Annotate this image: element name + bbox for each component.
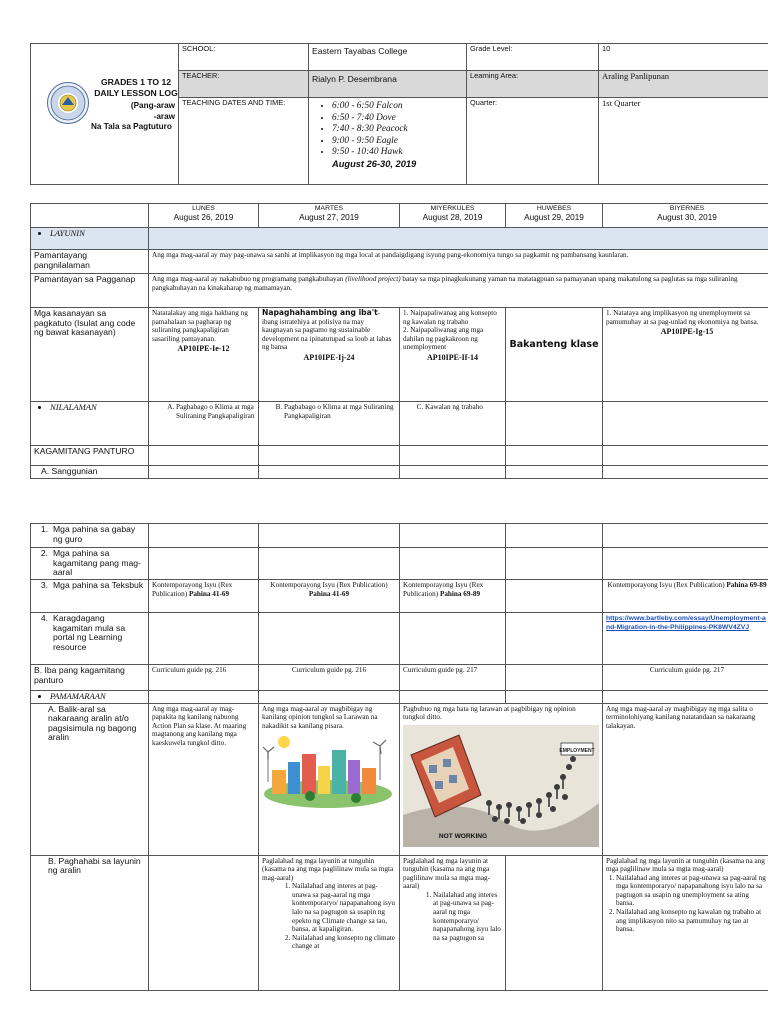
subtitle-line-1: (Pang-araw	[130, 101, 175, 110]
nilalaman-label: • NILALAMAN	[31, 402, 149, 446]
schedule-item: • 6:50 - 7:40 Dove	[332, 113, 463, 125]
kasanayan-label: Mga kasanayan sa pagkatuto (Isulat ang code ng bawat kasanayan)	[31, 308, 149, 402]
nilalaman-martes: B. Pagbabago o Klima at mga Suliraning Pangkapaligiran	[259, 402, 400, 446]
unemployment-cartoon	[403, 725, 599, 847]
balik-aral-miyerkules: Pagbubuo ng mga bata ng larawan at pagbibigay ng opinion tungkol ditto. EMPLOYMENT NOT WORKING	[400, 703, 603, 855]
layunin-label: • LAYUNIN	[31, 228, 149, 250]
nilalaman-lunes: A. Pagbabago o Klima at mga Suliraning Pangkapaligiran	[149, 402, 259, 446]
kasanayan-miyerkules: 1. Naipapaliwanag ang konsepto ng kawalan ng trabaho 2. Naipapaliwanag ang mga dahilan ng pagkakroon ng unemployment AP10IPE-If-14	[400, 308, 506, 402]
balik-aral-label: A. Balik-aral sa nakaraang aralin at/o pagsisimula ng bagong aralin	[31, 703, 149, 855]
title-line-2: DAILY LESSON LOG	[94, 88, 178, 98]
dates-label: TEACHING DATES AND TIME:	[179, 98, 309, 185]
pamantayan-pangnilalaman-text: Ang mga mag-aaral ay may pag-unawa sa sanhi at implikasyon ng mga local at pandaigdigang isyung pang-ekonomiya tungo sa pagkamit ng pambansang kaunlaran.	[149, 250, 768, 274]
cartoon-sign-text: EMPLOYMENT	[559, 747, 595, 754]
kasanayan-huwebes: Bakanteng klase	[506, 308, 603, 402]
curriculum-miyerkules: Curriculum guide pg. 217	[400, 665, 506, 691]
schedule-cell	[309, 98, 467, 185]
kasanayan-lunes: Natatalakay ang mga hakbang ng pamahalaan sa pagharap ng suliraning pangkapaligiran sasariling pamayanan. AP10IPE-Ie-12	[149, 308, 259, 402]
deped-logo	[47, 82, 89, 124]
school-label: SCHOOL:	[179, 44, 309, 71]
grade-value: 10	[599, 44, 768, 71]
day-header: MARTES August 27, 2019	[259, 204, 400, 228]
balik-aral-lunes: Ang mga mag-aaral ay mag-papakita ng kanilang nabuong Action Plan sa klase. At maaring magtanong ang kanilang mga kaeskuwela tungkol ditto.	[149, 703, 259, 855]
curriculum-martes: Curriculum guide pg. 216	[259, 665, 400, 691]
quarter-label: Quarter:	[467, 98, 599, 185]
teacher-value: Rialyn P. Desembrana	[309, 71, 467, 98]
paghahabi-martes: Paglalahad ng mga layunin at tunguhin (kasama na ang mga paglilinaw mula sa mgta mag-aaral) 1. Nailalahad ang interes at pag-unawa sa pag-aaral ng mga kontemporaryo/ napapanahong isyu lalo na sa pagtugon sa usapin ng epekto ng Climate change sa tao, bansa, at kapaligiran. 2. Nailalahad ang konsepto ng climate change at	[259, 855, 400, 990]
schedule-item: • 9:50 - 10:40 Hawk	[332, 147, 463, 159]
schedule-item: • 6:00 - 6:50 Falcon	[332, 101, 463, 113]
lesson-table-2	[30, 523, 768, 991]
kagamitan-item: 4. Karagdagang kagamitan mula sa portal ng Learning resource	[31, 613, 149, 665]
teacher-label: TEACHER:	[179, 71, 309, 98]
day-header: BIYERNES August 30, 2019	[603, 204, 768, 228]
lesson-table-1	[30, 203, 768, 479]
nilalaman-miyerkules: C. Kawalan ng trabaho	[400, 402, 506, 446]
pamantayan-pagganap-label: Pamantayan sa Pagganap	[31, 274, 149, 308]
teksbuk-martes: Kontemporayong Isyu (Rex Publication) Pahina 41-69	[259, 580, 400, 613]
curriculum-biyernes: Curriculum guide pg. 217	[603, 665, 768, 691]
balik-aral-martes: Ang mga mag-aaral ay magbibigay ng kanilang opinion tungkol sa Larawan na nakadikit sa kanilang pisara.	[259, 703, 400, 855]
schedule-item: • 7:40 - 8:30 Peacock	[332, 124, 463, 136]
pamantayan-pangnilalaman-label: Pamantayang pangnilalaman	[31, 250, 149, 274]
balik-aral-biyernes: Ang mga mag-aaral ay magbibigay ng mga salita o terminolohiyang kanilang natatandaan sa nakaraang talakayan.	[603, 703, 768, 855]
paghahabi-miyerkules: Paglalahad ng mga layunin at tunguhin (kasama na ang mga paglilinaw mula sa mgta mag-aaral) 1. Nailalahad ang interes at pag-unawa sa pag-aaral ng mga kontemporaryo/ napapanahong isyu lalo na sa pagtugon sa	[400, 855, 506, 990]
cartoon-caption: NOT WORKING	[438, 832, 488, 840]
paghahabi-label: B. Paghahabi sa layunin ng aralin	[31, 855, 149, 990]
teksbuk-miyerkules: Kontemporayong Isyu (Rex Publication) Pahina 69-89	[400, 580, 506, 613]
pamantayan-pagganap-text: Ang mga mag-aaral ay nakabubuo ng programang pangkabuhayan (livelihood project) batay sa mga pinagkukunang yaman na matatagpuan sa pamayanan upang makatulong sa paglutas sa mga suliraning pangkabuhayan na kinakaharap ng mamamayan.	[149, 274, 768, 308]
grade-label: Grade Level:	[467, 44, 599, 71]
area-label: Learning Area:	[467, 71, 599, 98]
teksbuk-lunes: Kontemporayong Isyu (Rex Publication) Pahina 41-69	[149, 580, 259, 613]
schedule-dates: August 26-30, 2019	[332, 158, 417, 169]
day-header: MIYERKULES August 28, 2019	[400, 204, 506, 228]
sustainable-city-illustration	[262, 732, 394, 808]
logo-emblem-icon	[48, 83, 88, 123]
teksbuk-biyernes: Kontemporayong Isyu (Rex Publication) Pahina 69-89	[603, 580, 768, 613]
area-value: Araling Panlipunan	[599, 71, 768, 98]
portal-link-cell	[603, 613, 768, 665]
schedule-list	[312, 101, 463, 159]
day-header: LUNES August 26, 2019	[149, 204, 259, 228]
header-table	[30, 43, 768, 185]
subtitle-line-2: -araw	[153, 111, 175, 121]
logo-title-cell	[31, 44, 179, 185]
portal-link[interactable]: https://www.bartleby.com/essay/Unemployment-and-Migration-in-the-Philippines-PK8WV4ZVJ	[606, 615, 766, 631]
curriculum-lunes: Curriculum guide pg. 216	[149, 665, 259, 691]
subtitle-line-3: Na Tala sa Pagtuturo	[91, 122, 172, 131]
kagamitan-item: 1. Mga pahina sa gabay ng guro	[31, 524, 149, 548]
kagamitan-item: 3. Mga pahina sa Teksbuk	[31, 580, 149, 613]
kagamitan-label: KAGAMITANG PANTURO	[31, 446, 149, 466]
kasanayan-martes: Napaghahambing ang iba't-ibang istratehiya at polisiya na may kaugnayan sa pagtamo ng sustainable development na ipinatutupad sa loob at labas ng bansa AP10IPE-Ij-24	[259, 308, 400, 402]
iba-pang-kagamitan-label: B. Iba pang kagamitang panturo	[31, 665, 149, 691]
title-line-1: GRADES 1 TO 12	[100, 77, 172, 87]
school-value: Eastern Tayabas College	[309, 44, 467, 71]
paghahabi-biyernes: Paglalahad ng mga layunin at tunguhin (kasama na ang mga paglilinaw mula sa mgta mag-aaral) 1. Nailalahad ang interes at pag-unawa sa pag-aaral ng mga kontemporaryo/ napapanahong isyu lalo na sa pagtugon sa usapin ng unemployment sa ating bansa. 2. Nailalahad ang konsepto ng kawalan ng trabaho at ang implikasyon nito sa pamumuhay ng tao at bansa.	[603, 855, 768, 990]
quarter-value: 1st Quarter	[599, 98, 768, 185]
pamamaraan-label: • PAMAMARAAN	[31, 691, 149, 704]
kagamitan-item: 2. Mga pahina sa kagamitang pang mag-aaral	[31, 548, 149, 580]
sanggunian-label: A. Sanggunian	[31, 466, 149, 479]
schedule-item: • 9:00 - 9:50 Eagle	[332, 136, 463, 148]
kasanayan-biyernes: 1. Natataya ang implikasyon ng unemployment sa pamumuhay at sa pag-unlad ng ekonomiya ng bansa. AP10IPE-Ig-15	[603, 308, 768, 402]
day-header: HUWEBES August 29, 2019	[506, 204, 603, 228]
